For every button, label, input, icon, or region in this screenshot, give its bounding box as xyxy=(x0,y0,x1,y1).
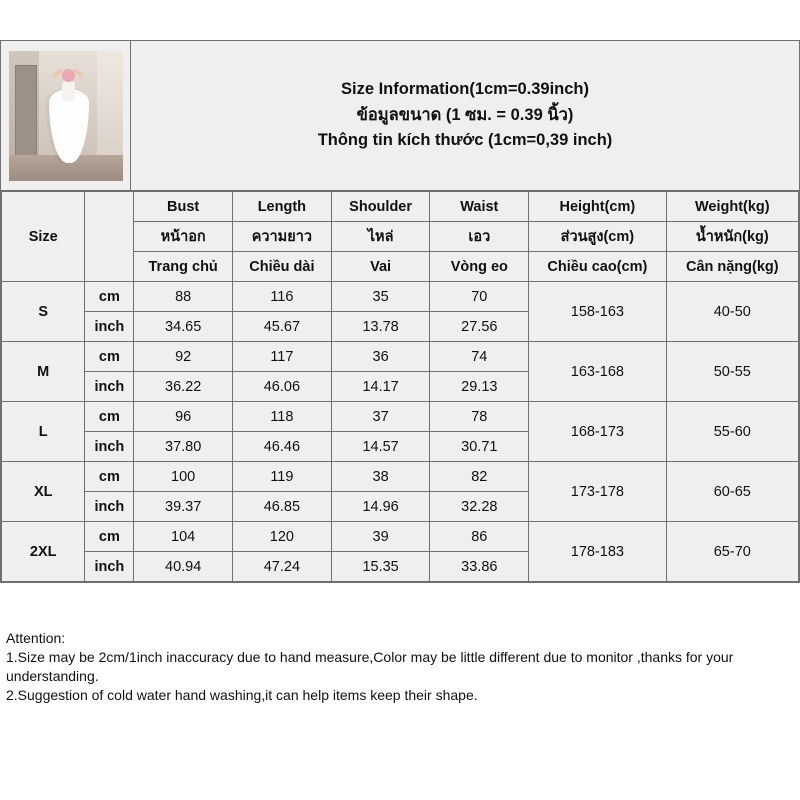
cell-bust-inch-m: 36.22 xyxy=(134,372,233,402)
cell-shoulder-cm-l: 37 xyxy=(331,402,430,432)
cell-length-cm-m: 117 xyxy=(233,342,332,372)
cell-bust-inch-l: 37.80 xyxy=(134,432,233,462)
cell-shoulder-cm-2xl: 39 xyxy=(331,522,430,552)
row-size-xl: XL xyxy=(2,462,85,522)
size-chart xyxy=(0,40,800,583)
header-bust-vi: Trang chủ xyxy=(134,252,233,282)
attention-heading: Attention: xyxy=(6,630,66,646)
cell-shoulder-inch-l: 14.57 xyxy=(331,432,430,462)
chart-header xyxy=(1,41,799,191)
header-weight-en: Weight(kg) xyxy=(666,192,798,222)
header-bust-en: Bust xyxy=(134,192,233,222)
row-unit-cm-xl: cm xyxy=(85,462,134,492)
photo-door xyxy=(15,65,37,163)
cell-height-2xl: 178-183 xyxy=(529,522,666,582)
title-vietnamese: Thông tin kích thước (1cm=0,39 inch) xyxy=(317,131,613,150)
cell-weight-l: 55-60 xyxy=(666,402,798,462)
photo-head xyxy=(62,69,75,82)
header-shoulder-vi: Vai xyxy=(331,252,430,282)
cell-weight-xl: 60-65 xyxy=(666,462,798,522)
header-bust-th: หน้าอก xyxy=(134,222,233,252)
chart-title-block xyxy=(131,41,799,190)
header-waist-vi: Vòng eo xyxy=(430,252,529,282)
cell-shoulder-cm-xl: 38 xyxy=(331,462,430,492)
header-height-en: Height(cm) xyxy=(529,192,666,222)
table-row xyxy=(2,342,799,372)
header-waist-th: เอว xyxy=(430,222,529,252)
cell-bust-inch-2xl: 40.94 xyxy=(134,552,233,582)
row-size-m: M xyxy=(2,342,85,402)
attention-note-2: 2.Suggestion of cold water hand washing,it can help items keep their shape. xyxy=(6,686,478,703)
cell-length-inch-s: 45.67 xyxy=(233,312,332,342)
cell-shoulder-cm-s: 35 xyxy=(331,282,430,312)
cell-waist-cm-s: 70 xyxy=(430,282,529,312)
row-unit-inch-2xl: inch xyxy=(85,552,134,582)
table-row xyxy=(2,282,799,312)
header-length-vi: Chiều dài xyxy=(233,252,332,282)
table-header-row-en xyxy=(2,192,799,222)
cell-waist-inch-s: 27.56 xyxy=(430,312,529,342)
cell-weight-2xl: 65-70 xyxy=(666,522,798,582)
cell-length-cm-xl: 119 xyxy=(233,462,332,492)
cell-shoulder-inch-s: 13.78 xyxy=(331,312,430,342)
row-unit-inch-m: inch xyxy=(85,372,134,402)
attention-block xyxy=(0,625,800,711)
model-in-white-dress-image xyxy=(9,51,123,181)
cell-height-m: 163-168 xyxy=(529,342,666,402)
cell-bust-cm-xl: 100 xyxy=(134,462,233,492)
header-weight-vi: Cân nặng(kg) xyxy=(666,252,798,282)
header-shoulder-en: Shoulder xyxy=(331,192,430,222)
cell-shoulder-inch-m: 14.17 xyxy=(331,372,430,402)
row-size-s: S xyxy=(2,282,85,342)
cell-bust-cm-2xl: 104 xyxy=(134,522,233,552)
header-height-vi: Chiều cao(cm) xyxy=(529,252,666,282)
cell-bust-inch-xl: 39.37 xyxy=(134,492,233,522)
cell-height-s: 158-163 xyxy=(529,282,666,342)
cell-weight-s: 40-50 xyxy=(666,282,798,342)
photo-torso xyxy=(62,81,75,101)
cell-waist-cm-l: 78 xyxy=(430,402,529,432)
row-unit-cm-l: cm xyxy=(85,402,134,432)
row-size-2xl: 2XL xyxy=(2,522,85,582)
cell-waist-cm-2xl: 86 xyxy=(430,522,529,552)
cell-bust-cm-l: 96 xyxy=(134,402,233,432)
cell-height-l: 168-173 xyxy=(529,402,666,462)
table-row xyxy=(2,402,799,432)
row-unit-cm-m: cm xyxy=(85,342,134,372)
cell-length-cm-2xl: 120 xyxy=(233,522,332,552)
header-length-en: Length xyxy=(233,192,332,222)
header-length-th: ความยาว xyxy=(233,222,332,252)
cell-length-inch-xl: 46.85 xyxy=(233,492,332,522)
cell-shoulder-inch-2xl: 15.35 xyxy=(331,552,430,582)
row-unit-inch-xl: inch xyxy=(85,492,134,522)
cell-bust-inch-s: 34.65 xyxy=(134,312,233,342)
table-row xyxy=(2,462,799,492)
header-height-th: ส่วนสูง(cm) xyxy=(529,222,666,252)
header-size-label: Size xyxy=(2,192,85,282)
cell-waist-inch-2xl: 33.86 xyxy=(430,552,529,582)
title-english: Size Information(1cm=0.39inch) xyxy=(340,80,590,99)
cell-length-cm-s: 116 xyxy=(233,282,332,312)
row-unit-inch-l: inch xyxy=(85,432,134,462)
cell-shoulder-cm-m: 36 xyxy=(331,342,430,372)
measurement-table xyxy=(1,191,799,582)
cell-bust-cm-m: 92 xyxy=(134,342,233,372)
cell-height-xl: 173-178 xyxy=(529,462,666,522)
cell-length-inch-l: 46.46 xyxy=(233,432,332,462)
cell-waist-inch-m: 29.13 xyxy=(430,372,529,402)
cell-length-inch-2xl: 47.24 xyxy=(233,552,332,582)
table-row xyxy=(2,522,799,552)
product-photo-cell xyxy=(1,41,131,190)
header-waist-en: Waist xyxy=(430,192,529,222)
row-size-l: L xyxy=(2,402,85,462)
header-shoulder-th: ไหล่ xyxy=(331,222,430,252)
cell-waist-inch-xl: 32.28 xyxy=(430,492,529,522)
row-unit-inch-s: inch xyxy=(85,312,134,342)
header-unit-spacer xyxy=(85,192,134,282)
row-unit-cm-s: cm xyxy=(85,282,134,312)
attention-note-1: 1.Size may be 2cm/1inch inaccuracy due to hand measure,Color may be little different due to monitor ,thanks for your understanding. xyxy=(6,648,734,684)
row-unit-cm-2xl: cm xyxy=(85,522,134,552)
cell-shoulder-inch-xl: 14.96 xyxy=(331,492,430,522)
title-thai: ข้อมูลขนาด (1 ซม. = 0.39 นิ้ว) xyxy=(356,105,574,124)
cell-waist-cm-xl: 82 xyxy=(430,462,529,492)
header-weight-th: น้ำหนัก(kg) xyxy=(666,222,798,252)
cell-bust-cm-s: 88 xyxy=(134,282,233,312)
cell-length-cm-l: 118 xyxy=(233,402,332,432)
cell-weight-m: 50-55 xyxy=(666,342,798,402)
cell-waist-inch-l: 30.71 xyxy=(430,432,529,462)
cell-length-inch-m: 46.06 xyxy=(233,372,332,402)
cell-waist-cm-m: 74 xyxy=(430,342,529,372)
